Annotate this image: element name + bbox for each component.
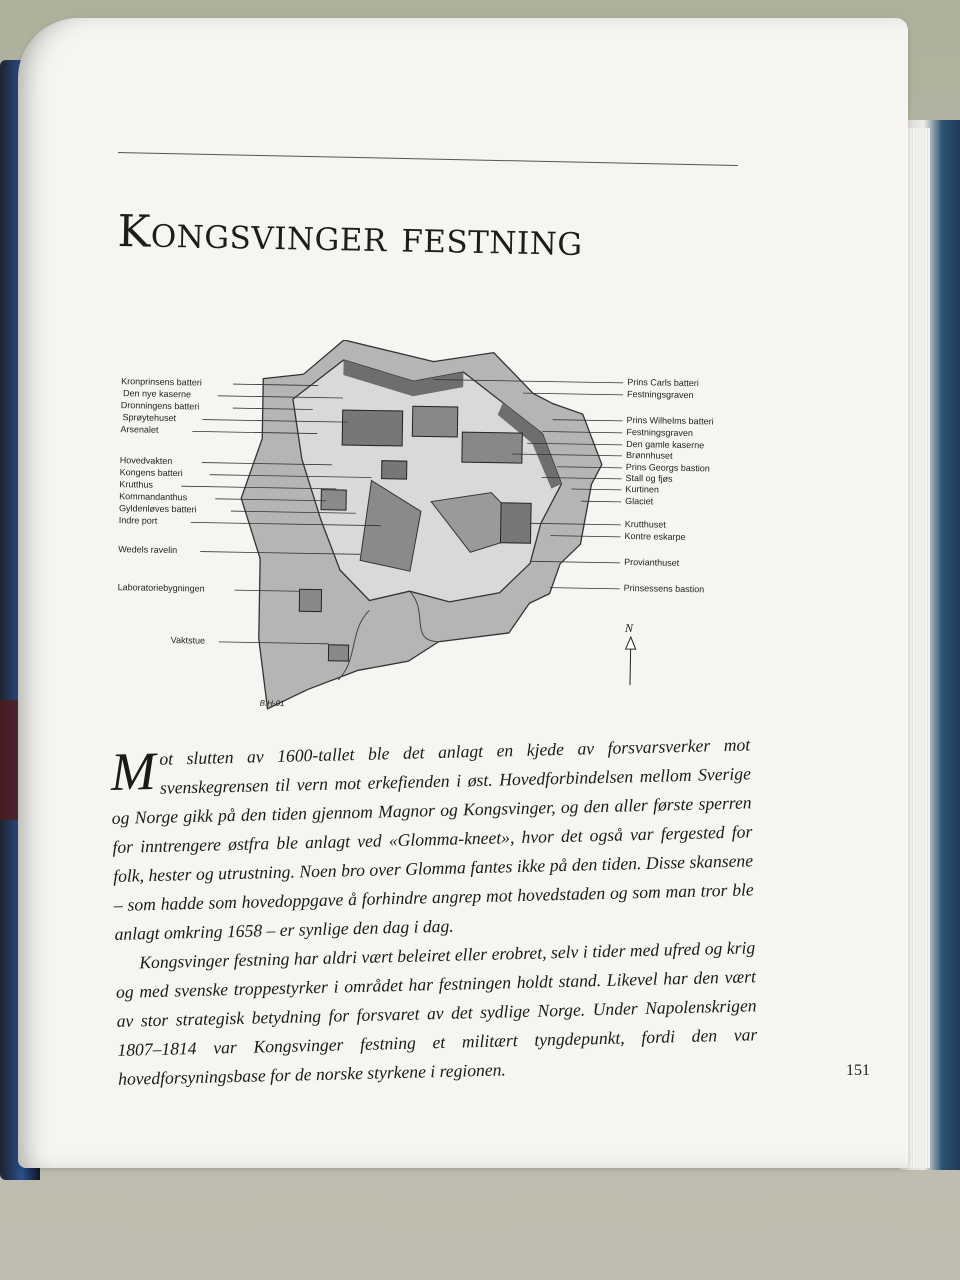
body-text: [110, 730, 758, 1094]
paragraph-1: [110, 730, 755, 949]
paragraph-2: Kongsvinger festning har aldri vært beleiret eller erobret, selv i tider med ufred og krig og med svenske troppestyrker i området har festningen holdt stand. Likevel har den vært av stor strategisk betydning for forsvaret av det sydlige Norge. Under Napolenskrigen 1807–1814 var Kongsvinger festning et militært tyngdepunkt, fordi den var hovedforsyningsbase for de norske styrkene i regionen.: [115, 937, 758, 1089]
map-label: Gyldenløves batteri: [118, 503, 197, 515]
map-label: Indre port: [118, 515, 158, 526]
book-page: [18, 18, 908, 1168]
map-label: Kontre eskarpe: [624, 530, 686, 543]
map-label: Prinsessens bastion: [623, 582, 705, 595]
map-label: Dronningens batteri: [120, 400, 200, 412]
map-label: Den gamle kaserne: [626, 438, 705, 451]
fortress-illustration: [107, 336, 734, 737]
map-label: Kommandanthus: [119, 491, 188, 503]
map-label: Hovedvakten: [119, 455, 173, 467]
header-rule: [118, 152, 738, 166]
map-label: Sprøytehuset: [122, 412, 177, 424]
drop-cap: M: [109, 740, 157, 802]
page-number: 151: [846, 1062, 870, 1079]
map-label: Arsenalet: [120, 424, 159, 435]
map-label: Kurtinen: [625, 483, 660, 495]
map-label: Festningsgraven: [626, 426, 694, 439]
paragraph-1-text: ot slutten av 1600-tallet ble det anlagt en kjede av forsvarsverker mot svenskegrensen til vern mot erkefienden i øst. Hovedforbindelsen mellom Sverige og Norge gikk på den tiden gjennom Magnor og Kongsvinger, og den aller første sperren for inntrengere østfra ble anlagt ved «Glomma-kneet», hvor det også var fergested for folk, hester og utrustning. Noen bro over Glomma fantes ikke på den tiden. Disse skansene – som hadde som hovedoppgave å forhindre angrep mot hovedstaden og som man tror ble anlagt omkring 1658 – er synlige den dag i dag.: [111, 734, 754, 944]
map-label: Stall og fjøs: [625, 472, 673, 484]
map-label: Krutthuset: [624, 518, 666, 530]
artist-signature: B.H-01: [259, 698, 285, 709]
map-label: Prins Georgs bastion: [625, 461, 710, 474]
map-label: Den nye kaserne: [122, 388, 192, 400]
map-label: Kongens batteri: [119, 467, 183, 479]
map-label: Festningsgraven: [626, 388, 694, 401]
map-label: Glaciet: [625, 495, 654, 507]
map-label: Prins Wilhelms batteri: [626, 414, 714, 427]
map-label: Prins Carls batteri: [627, 376, 699, 389]
north-label: N: [624, 620, 634, 636]
map-label: Kronprinsens batteri: [121, 376, 202, 388]
map-label: Provianthuset: [624, 556, 680, 568]
page-title: Kongsvinger festning: [117, 206, 584, 266]
map-label: Krutthus: [119, 479, 154, 490]
map-label: Laboratoriebygningen: [117, 582, 205, 594]
map-label: Vaktstue: [170, 635, 206, 646]
map-label: Wedels ravelin: [118, 544, 178, 556]
map-label: Brønnhuset: [625, 449, 673, 461]
